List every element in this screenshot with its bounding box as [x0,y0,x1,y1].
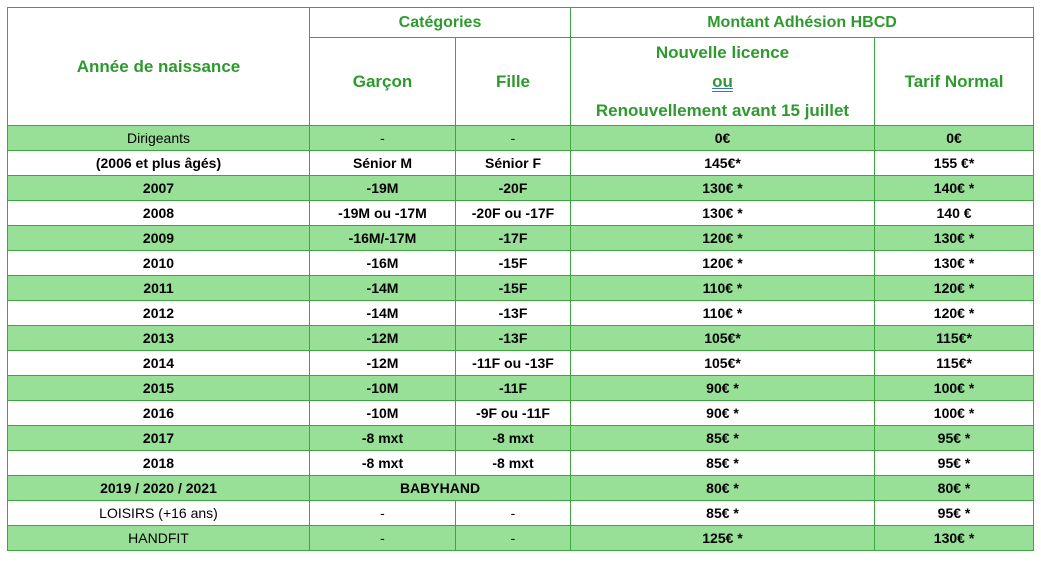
table-row [8,251,1034,276]
cell-garcon: -19M ou -17M [310,201,456,226]
cell-garcon: -14M [310,301,456,326]
cell-fille: -11F [456,376,571,401]
cell-annee: 2014 [8,351,310,376]
cell-tarif-normal: 155 €* [875,151,1034,176]
cell-tarif-normal: 95€ * [875,451,1034,476]
cell-garcon: - [310,126,456,151]
cell-tarif-normal: 130€ * [875,526,1034,551]
cell-tarif-normal: 0€ [875,126,1034,151]
table-row [8,276,1034,301]
cell-garcon: -8 mxt [310,426,456,451]
cell-garcon: -8 mxt [310,451,456,476]
cell-garcon: Sénior M [310,151,456,176]
cell-annee: HANDFIT [8,526,310,551]
cell-annee: 2012 [8,301,310,326]
cell-tarif-normal: 95€ * [875,501,1034,526]
table-row [8,376,1034,401]
cell-annee: 2009 [8,226,310,251]
cell-annee: 2017 [8,426,310,451]
cell-nouvelle-licence: 130€ * [571,201,875,226]
cell-garcon: -10M [310,376,456,401]
cell-fille: Sénior F [456,151,571,176]
cell-nouvelle-licence: 90€ * [571,401,875,426]
tarifs-table [7,7,1034,551]
header-fille: Fille [456,38,571,126]
cell-tarif-normal: 95€ * [875,426,1034,451]
cell-categorie: BABYHAND [310,476,571,501]
cell-annee: 2015 [8,376,310,401]
cell-garcon: -19M [310,176,456,201]
cell-tarif-normal: 115€* [875,326,1034,351]
cell-fille: -11F ou -13F [456,351,571,376]
cell-nouvelle-licence: 110€ * [571,276,875,301]
cell-nouvelle-licence: 110€ * [571,301,875,326]
table-row [8,401,1034,426]
cell-annee: 2007 [8,176,310,201]
cell-tarif-normal: 140 € [875,201,1034,226]
cell-annee: 2013 [8,326,310,351]
table-row [8,351,1034,376]
table-row [8,301,1034,326]
cell-garcon: - [310,501,456,526]
table-row [8,426,1034,451]
cell-annee: 2016 [8,401,310,426]
cell-nouvelle-licence: 85€ * [571,451,875,476]
cell-nouvelle-licence: 85€ * [571,426,875,451]
table-row [8,226,1034,251]
cell-nouvelle-licence: 105€* [571,326,875,351]
cell-tarif-normal: 130€ * [875,251,1034,276]
header-annee: Année de naissance [8,8,310,126]
cell-fille: -13F [456,326,571,351]
table-row [8,126,1034,151]
cell-tarif-normal: 115€* [875,351,1034,376]
cell-tarif-normal: 120€ * [875,276,1034,301]
cell-garcon: -16M [310,251,456,276]
cell-fille: -20F ou -17F [456,201,571,226]
cell-fille: -9F ou -11F [456,401,571,426]
cell-nouvelle-licence: 0€ [571,126,875,151]
table-row [8,326,1034,351]
header-nouvelle-line1: Nouvelle licence [655,43,790,62]
cell-garcon: -14M [310,276,456,301]
table-row [8,451,1034,476]
cell-garcon: - [310,526,456,551]
cell-fille: -8 mxt [456,426,571,451]
header-nouvelle-ou: ou [712,72,733,91]
header-garcon: Garçon [310,38,456,126]
table-row [8,151,1034,176]
cell-annee: 2011 [8,276,310,301]
cell-garcon: -16M/-17M [310,226,456,251]
cell-nouvelle-licence: 105€* [571,351,875,376]
header-nouvelle-licence [571,38,875,126]
cell-annee: 2019 / 2020 / 2021 [8,476,310,501]
table-row [8,176,1034,201]
cell-nouvelle-licence: 145€* [571,151,875,176]
cell-annee: LOISIRS (+16 ans) [8,501,310,526]
header-categories: Catégories [310,8,571,38]
cell-fille: -15F [456,276,571,301]
table-row [8,526,1034,551]
cell-tarif-normal: 100€ * [875,376,1034,401]
cell-nouvelle-licence: 85€ * [571,501,875,526]
cell-tarif-normal: 140€ * [875,176,1034,201]
cell-annee: 2018 [8,451,310,476]
cell-annee: 2010 [8,251,310,276]
cell-fille: - [456,501,571,526]
table-row [8,501,1034,526]
cell-annee: Dirigeants [8,126,310,151]
cell-fille: -15F [456,251,571,276]
cell-nouvelle-licence: 120€ * [571,251,875,276]
cell-annee: (2006 et plus âgés) [8,151,310,176]
cell-fille: -13F [456,301,571,326]
cell-garcon: -12M [310,326,456,351]
cell-nouvelle-licence: 80€ * [571,476,875,501]
cell-tarif-normal: 80€ * [875,476,1034,501]
header-montant: Montant Adhésion HBCD [571,8,1034,38]
cell-annee: 2008 [8,201,310,226]
table-row [8,476,1034,501]
table-body [8,126,1034,551]
cell-fille: -17F [456,226,571,251]
cell-nouvelle-licence: 125€ * [571,526,875,551]
cell-nouvelle-licence: 130€ * [571,176,875,201]
cell-nouvelle-licence: 90€ * [571,376,875,401]
cell-garcon: -12M [310,351,456,376]
cell-fille: - [456,526,571,551]
header-nouvelle-line3: Renouvellement avant 15 juillet [595,101,850,120]
cell-tarif-normal: 120€ * [875,301,1034,326]
table-row [8,201,1034,226]
cell-garcon: -10M [310,401,456,426]
cell-fille: -20F [456,176,571,201]
header-tarif-normal: Tarif Normal [875,38,1034,126]
cell-tarif-normal: 100€ * [875,401,1034,426]
cell-nouvelle-licence: 120€ * [571,226,875,251]
cell-fille: -8 mxt [456,451,571,476]
cell-fille: - [456,126,571,151]
cell-tarif-normal: 130€ * [875,226,1034,251]
